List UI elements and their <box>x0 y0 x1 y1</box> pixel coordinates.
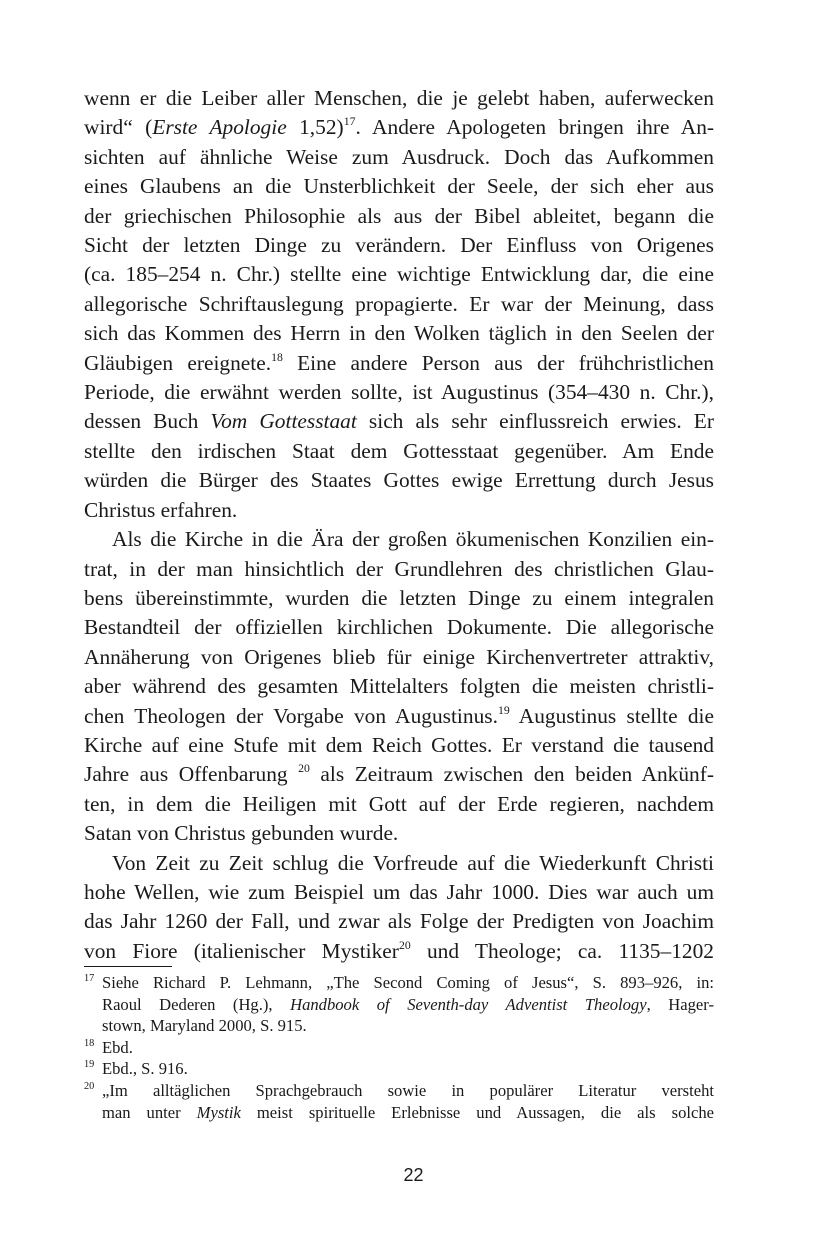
footnote-number: 18 <box>84 1037 95 1049</box>
paragraph-1 <box>84 84 714 525</box>
text-line: Gläubigen ereignete.$^{18}$ Eine andere Person aus der frühchristlichen <box>84 350 714 375</box>
footnote-line: man unter Mystik meist spirituelle Erlebnisse und Aussagen, die als solche <box>102 1102 714 1122</box>
footnote-line: Siehe Richard P. Lehmann, „The Second Coming of Jesus“, S. 893–926, in: <box>102 973 714 992</box>
text-line: Sicht der letzten Dinge zu verändern. Der Einfluss von Origenes <box>84 233 714 258</box>
text-line: hohe Wellen, wie zum Beispiel um das Jahr 1000. Dies war auch um <box>84 879 714 904</box>
text-line: sich das Kommen des Herrn in den Wolken täglich in den Seelen der <box>84 321 714 346</box>
text-line: (ca. 185–254 n. Chr.) stellte eine wichtige Entwicklung dar, die eine <box>84 262 714 287</box>
footnote-number: 20 <box>84 1080 95 1092</box>
footnote-divider <box>84 966 172 967</box>
text-line: das Jahr 1260 der Fall, und zwar als Folge der Predigten von Joachim <box>84 909 714 934</box>
term: Mystik <box>196 1102 241 1122</box>
text-line: würden die Bürger des Staates Gottes ewige Errettung durch Jesus <box>84 468 714 493</box>
footnote-number: 17 <box>84 973 95 984</box>
footnote-19 <box>84 1058 714 1080</box>
paragraph-2 <box>84 525 714 848</box>
text-line: der griechischen Philosophie als aus der Bibel ableitet, begann die <box>84 203 714 228</box>
text-line: wenn er die Leiber aller Menschen, die je gelebt haben, auferwecken <box>84 86 714 110</box>
footnote-line: Ebd., S. 916. <box>102 1059 188 1079</box>
text-line: sichten auf ähnliche Weise zum Ausdruck. Doch das Aufkommen <box>84 144 714 169</box>
text-line: aber während des gesamten Mittelalters folgten die meisten christli- <box>84 674 714 699</box>
footnote-ref[interactable]: 18 <box>271 350 283 364</box>
footnote-line: „Im alltäglichen Sprachgebrauch sowie in populärer Literatur versteht <box>102 1080 714 1100</box>
text-line: stellte den irdischen Staat dem Gottesstaat gegenüber. Am Ende <box>84 438 714 463</box>
book-title: Erste Apologie <box>152 115 287 140</box>
page-number: 22 <box>403 1165 424 1185</box>
footnote-line: Raoul Dederen (Hg.), Handbook of Seventh-day Adventist Theology, Hager- <box>102 994 714 1014</box>
footnotes <box>84 972 714 1123</box>
footnote-ref[interactable]: 20 <box>298 762 310 776</box>
text-line: Periode, die erwähnt werden sollte, ist Augustinus (354–430 n. Chr.), <box>84 380 714 405</box>
footnote-18 <box>84 1037 714 1059</box>
footnote-ref[interactable]: 20 <box>398 938 411 952</box>
footnote-ref[interactable]: 19 <box>497 703 510 717</box>
text-line: dessen Buch Vom Gottesstaat sich als sehr einflussreich erwies. Er <box>84 409 714 434</box>
text-line: Christus erfahren. <box>84 497 238 522</box>
footnote-17 <box>84 972 714 1037</box>
text-line: wird“ (Erste Apologie 1,52)$^{17}$. Andere Apologeten bringen ihre An- <box>84 115 715 140</box>
text-line: bens übereinstimmte, wurden die letzten Dinge zu einem integralen <box>84 585 714 610</box>
book-title: Handbook of Seventh-day Adventist Theology <box>290 994 647 1014</box>
text-line: von Fiore (italienischer Mystiker$^{20}$ und Theologe; ca. 1135–1202 <box>84 938 714 963</box>
footnote-ref[interactable]: 17 <box>343 115 356 129</box>
text-line: trat, in der man hinsichtlich der Grundlehren des christlichen Glau- <box>84 556 714 581</box>
text-line: Annäherung von Origenes blieb für einige Kirchenvertreter attraktiv, <box>84 644 714 669</box>
text-line: Kirche auf eine Stufe mit dem Reich Gottes. Er verstand die tausend <box>84 732 714 757</box>
text-line: Von Zeit zu Zeit schlug die Vorfreude auf die Wiederkunft Christi <box>112 850 714 875</box>
body-text <box>84 84 714 966</box>
text-line: Bestandteil der offiziellen kirchlichen Dokumente. Die allegorische <box>84 615 714 640</box>
text-line: Als die Kirche in die Ära der großen ökumenischen Konzilien ein- <box>112 527 714 552</box>
footnote-line: stown, Maryland 2000, S. 915. <box>102 1016 307 1036</box>
text-line: allegorische Schriftauslegung propagierte. Er war der Meinung, dass <box>84 291 714 316</box>
footnote-20 <box>84 1080 714 1123</box>
text-line: Satan von Christus gebunden wurde. <box>84 821 399 846</box>
text-line: chen Theologen der Vorgabe von Augustinus.$^{19}$ Augustinus stellte die <box>84 703 714 728</box>
book-title: Vom Gottesstaat <box>210 409 357 434</box>
text-line: eines Glaubens an die Unsterblichkeit der Seele, der sich eher aus <box>84 174 714 199</box>
text-line: Jahre aus Offenbarung $^{20}$ als Zeitraum zwischen den beiden Ankünf- <box>84 762 714 787</box>
text-line: ten, in dem die Heiligen mit Gott auf der Erde regieren, nachdem <box>84 791 714 816</box>
footnote-line: Ebd. <box>102 1037 133 1057</box>
footnote-number: 19 <box>84 1059 95 1071</box>
paragraph-3 <box>84 849 714 967</box>
